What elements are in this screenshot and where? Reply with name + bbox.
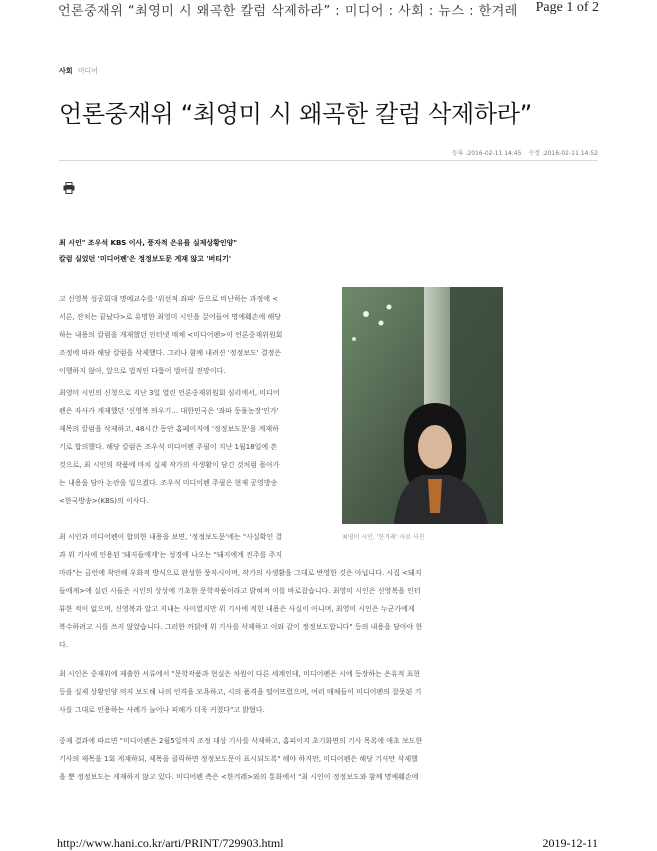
text-line: 최 시인은 중재위에 제출한 서류에서 "문학작품과 현실은 차원이 다른 세계인데, 미디어펜은 시에 등장하는 은유적 표현 [59,670,421,678]
divider [59,160,598,161]
text-line: 복수하려고 시를 쓰지 않았습니다. 그러한 까닭에 위 기사를 삭제하고 이와 같이 정정보도합니다" 등의 내용을 담아야 한 [59,623,423,631]
subhead-line: 최 시인" 조우석 KBS 이사, 풍자적 은유를 실제상황인양" [59,239,238,247]
photo-caption: 최영미 시인. '한겨레' 자료 사진 [342,534,425,541]
breadcrumb [59,66,98,76]
poet-photo [342,287,503,524]
registered-date: 등록 :2016-02-11 14:45 [451,150,522,157]
text-line: 펜은 자사가 게재했던 '신영복 띄우기… 대한민국은 '좌파 동물농장'인가' [59,407,279,415]
text-line: 들에게>에 실린 시들은 시인의 상상에 기초한 문학작품이라고 밝혀져 이를 바로잡습니다. 최영미 시인은 신영복을 인터 [59,587,421,595]
text-line: 이행하지 않아, 앞으로 법적인 다툼이 벌어질 전망이다. [59,367,226,375]
text-line: 는 내용을 담아 논란을 일으켰다. 조우석 미디어펜 주필은 현재 공영방송 [59,479,278,487]
article-dates [447,148,598,157]
text-line: 제목의 칼럼을 삭제하고, 48시간 동안 홈페이지에 '정정보도문'을 게재하 [59,425,279,433]
text-line: 다. [59,641,68,649]
modified-date: 수정 :2016-02-11 14:52 [528,150,598,157]
article-paragraph [59,290,330,380]
print-footer-date: 2019-12-11 [542,836,598,850]
article-paragraph [59,528,504,654]
text-line: 하는 내용의 칼럼을 게재했던 인터넷 매체 <미디어펜>이 언론중재위원회 [59,331,283,339]
text-line: 서른, 잔치는 끝났다>로 유명한 최영미 시인을 끌어들여 명예훼손에 해당 [59,313,281,321]
text-line: 사를 그대로 인용하는 사례가 늘어나 피해가 더욱 커졌다"고 밝혔다. [59,706,265,714]
text-line: 마라"는 금언에 착안해 우화적 방식으로 완성한 풍자시이며, 작가의 사생활을 그대로 반영한 것은 아닙니다. 시집 <돼지 [59,569,422,577]
text-line: 고 신영복 성공회대 명예교수를 '위선적 좌파' 등으로 비난하는 과정에 < [59,295,279,303]
text-line: 중재 결과에 따르면 "미디어펜은 2월5일까지 조정 대상 기사를 삭제하고, 홈피이지 초기화면의 기사 목록에 애초 보도한 [59,737,423,745]
article-paragraph [59,732,504,786]
text-line: 최 시인과 미디어펜이 합의한 내용을 보면, '정정보도문'에는 "사실확인 결 [59,533,283,541]
section-sub-link[interactable]: 미디어 [77,67,99,75]
text-line: 을 뿐 정정보도는 게재하지 않고 있다. 미디어펜 측은 <한겨레>와의 통화에서 "최 시인이 정정보도와 함께 명예훼손에 [59,773,419,781]
text-line: 것으로, 최 시인의 작품에 마치 실제 작가의 사생활이 담긴 것처럼 몰아가 [59,461,280,469]
section-main-link[interactable]: 사회 [59,67,73,75]
print-header-page: Page 1 of 2 [535,0,599,15]
text-line: 최영미 시인의 신청으로 지난 3일 열린 언론중재위원회 심리에서, 미디어 [59,389,280,397]
text-line: 뷰한 적이 없으며, 신영복과 알고 지내는 사이였지만 위 기사에 적힌 내용은 사실이 아니며, 최영미 시인은 누군가에게 [59,605,415,613]
text-line: <한국방송>(KBS)의 이사다. [59,497,149,505]
article-paragraph [59,665,504,719]
text-line: 기로 합의했다. 해당 칼럼은 조우석 미디어펜 주필이 지난 1월18일에 쓴 [59,443,278,451]
print-header-title: 언론중재위 “최영미 시 왜곡한 칼럼 삭제하라” : 미디어 : 사회 : 뉴스 : 한겨레 [58,4,518,19]
article-headline: 언론중재위 “최영미 시 왜곡한 칼럼 삭제하라” [59,100,532,128]
article-paragraph [59,384,330,510]
text-line: 조정에 따라 해당 칼럼을 삭제했다. 그러나 함께 내려진 '정정보도' 결정은 [59,349,282,357]
text-line: 과 위 기사에 인용된 '돼지들에게'는 성경에 나오는 "돼지에게 진주를 주지 [59,551,283,559]
text-line: 등을 실제 상황인양 억지 보도해 나의 인격을 모욕하고, 시의 품격을 떨어뜨렸으며, 여러 매체들이 미디어펜의 잘못된 기 [59,688,422,696]
subhead-line: 칼럼 실었던 '미디어펜'은 정정보도문 게재 않고 '버티기' [59,255,231,263]
article-subheads [59,235,237,267]
text-line: 기사의 제목을 1회 게재하되, 제목을 클릭하면 정정보도문이 표시되도록" 해야 하지만, 미디어펜은 해당 기사만 삭제했 [59,755,418,763]
printer-icon[interactable] [63,182,75,194]
print-footer-url: http://www.hani.co.kr/arti/PRINT/729903.html [57,836,284,850]
